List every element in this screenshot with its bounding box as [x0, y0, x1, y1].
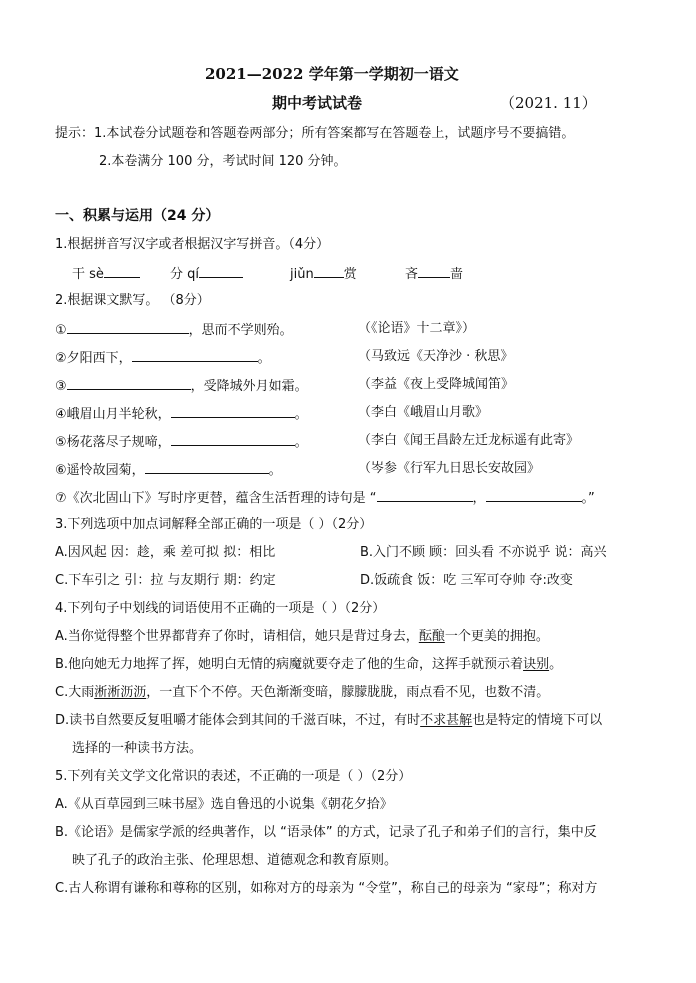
q3-option-d: D.饭疏食 饭：吃 三军可夺帅 夺:改变 [360, 573, 573, 588]
q2-item-2-post: 。 [257, 351, 271, 366]
q2-item-4-pre: ④峨眉山月半轮秋， [55, 407, 171, 422]
answer-blank [377, 489, 473, 502]
q2-item-2-pre: ②夕阳西下， [55, 351, 132, 366]
answer-blank [171, 405, 295, 418]
q2-item-6-source: （岑参《行军九日思长安故园》 [358, 461, 541, 476]
q4-d-underlined: 不求甚解 [420, 713, 473, 728]
q4-d-pre: D.读书自然要反复咀嚼才能体会到其间的千滋百味，不过，有时 [55, 713, 421, 728]
answer-blank [145, 461, 269, 474]
answer-blank [132, 349, 258, 362]
section-heading: 一、积累与运用（24 分） [55, 208, 220, 224]
q2-item-6-pre: ⑥遥怜故园菊， [55, 463, 145, 478]
q1-item-4-char-b: 啬 [450, 267, 464, 282]
q1-item-3-text: jiǔn [290, 267, 314, 282]
q2-item-6-post: 。 [268, 463, 282, 478]
q4-b-post: 。 [549, 657, 563, 672]
q2-item-1-source: （《论语》十二章》） [358, 321, 476, 336]
answer-blank [171, 433, 295, 446]
q2-item-5-pre: ⑤杨花落尽子规啼， [55, 435, 171, 450]
q4-c-underlined: 淅淅沥沥 [94, 685, 147, 700]
q5-option-c: C.古人称谓有谦称和尊称的区别，如称对方的母亲为 “令堂”，称自己的母亲为 “家母”；称对方 [55, 881, 598, 896]
answer-blank [418, 265, 450, 278]
q1-item-3-char: 赏 [343, 267, 357, 282]
q1-item-3 [290, 265, 357, 283]
question-5-stem: 5.下列有关文学文化常识的表述，不正确的一项是（ ）（2分） [55, 769, 412, 784]
answer-blank [199, 265, 243, 278]
q4-d-post: 也是特定的情境下可以 [472, 713, 603, 728]
answer-blank [314, 265, 344, 278]
q4-option-b [55, 657, 562, 673]
q1-item-2 [170, 265, 243, 283]
q2-item-1-pre: ① [55, 323, 67, 338]
q4-b-pre: B.他向她无力地挥了挥，她明白无情的病魔就要夺走了他的生命，这挥手就预示着 [55, 657, 524, 672]
q4-option-d-continued: 选择的一种读书方法。 [72, 741, 203, 756]
exam-title: 2021—2022 学年第一学期初一语文 [205, 65, 459, 83]
q4-c-post: ，一直下个不停。天色渐渐变暗，朦朦胧胧，雨点看不见，也数不清。 [146, 685, 550, 700]
answer-blank [104, 265, 140, 278]
q5-option-b: B.《论语》是儒家学派的经典著作，以 “语录体” 的方式，记录了孔子和弟子们的言行，集中反 [55, 825, 597, 840]
q2-item-1-post: ，思而不学则殆。 [188, 323, 293, 338]
answer-blank [486, 489, 582, 502]
q2-item-1 [55, 321, 293, 339]
q2-item-5-post: 。 [294, 435, 308, 450]
exam-subtitle: 期中考试试卷 [272, 94, 363, 112]
question-3-stem: 3.下列选项中加点词解释全部正确的一项是（ ）（2分） [55, 517, 373, 532]
q2-item-6 [55, 461, 282, 479]
q2-item-4 [55, 405, 308, 423]
question-1-stem: 1.根据拼音写汉字或者根据汉字写拼音。（4分） [55, 237, 330, 252]
q3-option-b: B.入门不顾 顾：回头看 不亦说乎 说：高兴 [360, 545, 607, 560]
q1-item-1-text: 干 sè [72, 267, 104, 282]
q4-option-d [55, 713, 602, 729]
q2-item-7 [55, 489, 595, 507]
q2-item-4-post: 。 [294, 407, 308, 422]
q3-option-a: A.因风起 因：趁，乘 差可拟 拟：相比 [55, 545, 276, 560]
notes-line-2: 2.本卷满分 100 分，考试时间 120 分钟。 [99, 154, 347, 169]
q2-item-5-source: （李白《闻王昌龄左迁龙标遥有此寄》 [358, 433, 580, 448]
q2-item-3-source: （李益《夜上受降城闻笛》 [358, 377, 515, 392]
q1-item-2-text: 分 qí [170, 267, 199, 282]
q5-option-b-continued: 映了孔子的政治主张、伦理思想、道德观念和教育原则。 [72, 853, 398, 868]
q3-option-c: C.下车引之 引：拉 与友期行 期：约定 [55, 573, 276, 588]
q4-option-c [55, 685, 549, 701]
q2-item-3-pre: ③ [55, 379, 67, 394]
q2-item-7-mid: ， [472, 491, 486, 506]
q2-item-2-source: （马致远《天净沙 · 秋思》 [358, 349, 514, 364]
question-2-stem: 2.根据课文默写。 （8分） [55, 293, 210, 308]
q2-item-3 [55, 377, 308, 395]
q4-a-underlined: 酝酿 [418, 629, 445, 644]
q2-item-4-source: （李白《峨眉山月歌》 [358, 405, 489, 420]
notes-line-1: 提示：1.本试卷分试题卷和答题卷两部分；所有答案都写在答题卷上，试题序号不要搞错。 [55, 126, 575, 141]
q4-c-pre: C.大雨 [55, 685, 95, 700]
answer-blank [67, 377, 191, 390]
exam-date: （2021. 11） [500, 94, 597, 112]
q2-item-2 [55, 349, 271, 367]
q4-a-post: 一个更美的拥抱。 [444, 629, 549, 644]
q2-item-3-post: ，受降城外月如霜。 [190, 379, 308, 394]
q5-option-a: A.《从百草园到三味书屋》选自鲁迅的小说集《朝花夕拾》 [55, 797, 393, 812]
q4-option-a [55, 629, 549, 645]
q2-item-7-post: 。” [581, 491, 595, 506]
q1-item-4 [405, 265, 463, 283]
q1-item-4-char-a: 吝 [405, 267, 419, 282]
q4-b-underlined: 诀别 [523, 657, 550, 672]
q2-item-5 [55, 433, 308, 451]
q2-item-7-pre: ⑦《次北固山下》写时序更替，蕴含生活哲理的诗句是 “ [55, 491, 377, 506]
q1-item-1 [72, 265, 140, 283]
answer-blank [67, 321, 189, 334]
question-4-stem: 4.下列句子中划线的词语使用不正确的一项是（ ）（2分） [55, 601, 386, 616]
q4-a-pre: A.当你觉得整个世界都背弃了你时，请相信，她只是背过身去， [55, 629, 419, 644]
